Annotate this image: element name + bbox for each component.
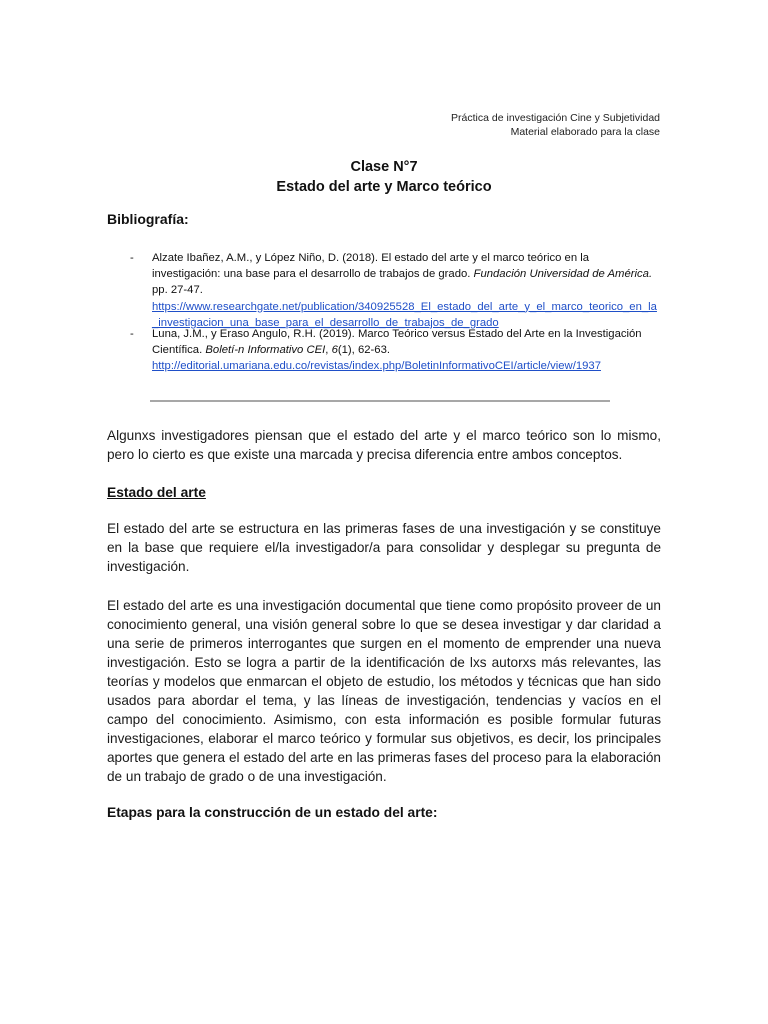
- body-paragraph: El estado del arte es una investigación documental que tiene como propósito proveer de un conocimiento general, una visión general sobre lo que se desea investigar y dar claridad a una serie de primeros interrogantes que surgen en el momento de emprender una nueva investigación. Esto se logra a partir de la identificación de lxs autorxs más relevantes, las teorías y modelos que enmarcan el objeto de estudio, los métodos y técnicas que han sido usados para abordar el tema, y las líneas de investigación, tendencias y vacíos en el campo del conocimiento. Asimismo, con esta información es posible formular futuras investigaciones, elaborar el marco teórico y formular sus objetivos, es decir, los principales aportes que genera el estado del arte en las primeras fases del proceso para la elaboración de un trabajo de grado o de una investigación.: [107, 598, 661, 784]
- document-title: [0, 157, 768, 197]
- list-bullet: -: [130, 252, 134, 264]
- reference-pages: (1), 62-63.: [337, 344, 390, 357]
- section-heading-estado-del-arte: Estado del arte: [107, 485, 206, 500]
- bibliography-heading: Bibliografía:: [107, 211, 189, 227]
- bibliography-entry: [130, 250, 660, 331]
- class-topic: Estado del arte y Marco teórico: [276, 179, 492, 195]
- reference-volume: 6: [331, 344, 338, 357]
- section-heading-etapas: Etapas para la construcción de un estado del arte:: [107, 805, 438, 820]
- body-paragraph: El estado del arte se estructura en las primeras fases de una investigación y se constituye en la base que requiere el/la investigador/a para consolidar y desplegar su pregunta de investigación.: [107, 521, 661, 574]
- class-number: Clase N°7: [350, 159, 418, 175]
- reference-volume-sep: ,: [325, 344, 332, 357]
- reference-link[interactable]: https://www.researchgate.net/publication/340925528_El_estado_del_arte_y_el_marco_teorico_en_la_investigacion_una_base_para_el_desarrollo_de_trabajos_de_grado: [152, 300, 657, 329]
- section-divider: [150, 400, 610, 402]
- reference-pages: pp. 27-47.: [152, 284, 203, 297]
- reference-source: Boletí-n Informativo CEI: [205, 344, 326, 357]
- reference-text: Luna, J.M., y Eraso Angulo, R.H. (2019). Marco Teórico versus Estado del Arte en la Investigación Científica.: [152, 328, 642, 357]
- list-bullet: -: [130, 328, 134, 340]
- header-note: [451, 111, 660, 139]
- reference-source: Fundación Universidad de América.: [473, 268, 653, 281]
- reference-link[interactable]: http://editorial.umariana.edu.co/revistas/index.php/BoletinInformativoCEI/article/view/1937: [152, 360, 601, 373]
- reference-text: Alzate Ibañez, A.M., y López Niño, D. (2018). El estado del arte y el marco teórico en la investigación: una base para el desarrollo de trabajos de grado.: [152, 252, 590, 281]
- bibliography-entry: [130, 326, 660, 375]
- header-course: Práctica de investigación Cine y Subjetividad: [451, 112, 660, 124]
- intro-paragraph: Algunxs investigadores piensan que el estado del arte y el marco teórico son lo mismo, pero lo cierto es que existe una marcada y precisa diferencia entre ambos conceptos.: [107, 428, 661, 462]
- header-material: Material elaborado para la clase: [510, 126, 660, 138]
